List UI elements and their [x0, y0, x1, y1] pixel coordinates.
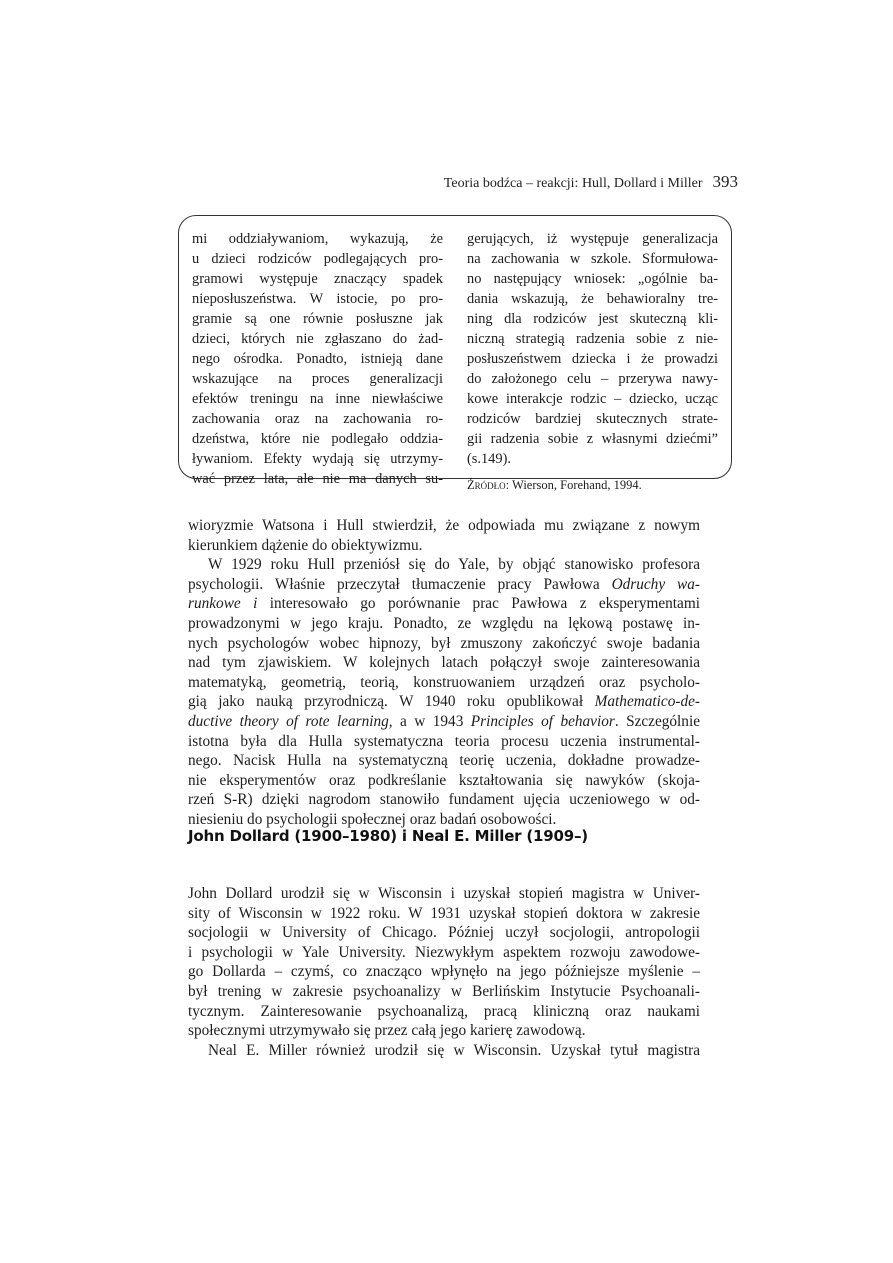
text-line — [188, 692, 700, 712]
text-line: nych psychologów wobec hipnozy, był zmuszony zakończyć swoje badania — [188, 634, 700, 652]
text-line: John Dollard urodził się w Wisconsin i uzyskał stopień magistra w Univer- — [188, 885, 700, 902]
text-line: sity of Wisconsin w 1922 roku. W 1931 uzyskał stopień doktora w zakresie — [188, 904, 700, 922]
text-line: socjologii w University of Chicago. Później uczył socjologii, antropologii — [188, 924, 700, 942]
text-line: Neal E. Miller również urodził się w Wisconsin. Uzyskał tytuł magistra — [208, 1041, 700, 1059]
box-line: no następujący wniosek: „ogólnie ba- — [467, 271, 718, 287]
box-line: mi oddziaływaniom, wykazują, że — [192, 231, 443, 247]
box-line: gerujących, iż występuje generalizacja — [467, 231, 718, 247]
book-title: runkowe i — [188, 595, 258, 613]
box-line: zachowania oraz na zachowania ro- — [192, 411, 443, 427]
box-line: ning dla rodziców jest skuteczną kli- — [467, 311, 718, 327]
text-line: niesieniu do psychologii społecznej oraz badań osobowości. — [188, 810, 557, 828]
box-line: kowe interakcje rodzic – dziecko, ucząc — [467, 391, 718, 407]
book-title: Principles of behavior — [470, 712, 615, 730]
box-line: dzeństwa, które nie podlegało oddzia- — [192, 431, 443, 447]
text-line: tycznym. Zainteresowanie psychoanalizą, pracą kliniczną oraz naukami — [188, 1002, 700, 1020]
text-line: i psychologii w Yale University. Niezwykłym aspektem rozwoju zawodowe- — [188, 943, 700, 961]
book-title: ductive theory of rote learning — [188, 712, 389, 730]
section-heading: John Dollard (1900–1980) i Neal E. Miller (1909–) — [188, 827, 588, 845]
box-line: wać przez lata, ale nie ma danych su- — [192, 471, 443, 487]
box-line: gii radzenia sobie z własnymi dziećmi” — [467, 431, 718, 447]
box-right-column — [467, 229, 718, 495]
running-title: Teoria bodźca – reakcji: Hull, Dollard i Miller — [443, 176, 703, 191]
text-run: psychologii. Właśnie przeczytał tłumaczenie pracy Pawłowa — [188, 575, 612, 593]
text-line: wioryzmie Watsona i Hull stwierdził, że odpowiada mu związane z nowym — [188, 517, 700, 534]
box-line: niczną strategią radzenia sobie z nie- — [467, 331, 718, 347]
text-line — [188, 575, 700, 595]
box-line: dania wskazują, że behawioralny tre- — [467, 291, 718, 307]
text-run: . Szczególnie — [614, 712, 700, 730]
box-line: u dzieci rodziców podlegających pro- — [192, 251, 443, 267]
box-line: gramie są one równie posłuszne jak — [192, 311, 443, 327]
text-run: interesowało go porównanie prac Pawłowa z eksperymentami — [257, 595, 700, 613]
box-line: nego ośrodka. Ponadto, istnieją dane — [192, 351, 443, 367]
book-title: Mathematico-de- — [594, 693, 700, 711]
box-line: rodziców bardziej skutecznych strate- — [467, 411, 718, 427]
box-line: do założonego celu – przerywa nawy- — [467, 371, 718, 387]
text-line — [188, 594, 700, 614]
text-line: nie eksperymentów oraz podkreślanie kształtowania się nawyków (skoja- — [188, 771, 700, 789]
text-line — [188, 712, 700, 732]
source-text: Wierson, Forehand, 1994. — [512, 478, 642, 492]
text-line: istotna była dla Hulla systematyczna teoria procesu uczenia instrumental- — [188, 732, 700, 750]
box-line: ływaniom. Efekty wydają się utrzymy- — [192, 451, 443, 467]
box-line: efektów treningu na inne niewłaściwe — [192, 391, 443, 407]
box-line: gramowi występuje znaczący spadek — [192, 271, 443, 287]
book-title: Odruchy wa- — [611, 575, 701, 593]
box-line: nieposłuszeństwa. W istocie, po pro- — [192, 291, 443, 307]
text-line: prowadzonymi w jego kraju. Ponadto, ze względu na lękową postawę in- — [188, 614, 700, 632]
page-number: 393 — [712, 172, 738, 191]
box-line: wskazujące na proces generalizacji — [192, 371, 443, 387]
source-label: Źródło: — [467, 478, 510, 492]
box-line: dzieci, których nie zgłaszano do żad- — [192, 331, 443, 347]
text-run: , a w 1943 — [388, 712, 471, 730]
body-text — [188, 516, 700, 830]
text-line: go Dollarda – czymś, co znacząco wpłynęło na jego późniejsze myślenie – — [188, 963, 700, 981]
text-line: był trening w zakresie psychoanalizy w Berlińskim Instytucie Psychoanali- — [188, 982, 700, 1000]
running-header — [420, 172, 738, 194]
box-line: na zachowania w szkole. Sformułowa- — [467, 251, 718, 267]
text-line: nego. Nacisk Hulla na systematyczną teorię uczenia, dokładne prowadze- — [188, 752, 700, 770]
body-text-section — [188, 884, 700, 1060]
box-line: posłuszeństwem dziecka i że prowadzi — [467, 351, 718, 367]
box-line: (s.149). — [467, 451, 511, 467]
text-line: W 1929 roku Hull przeniósł się do Yale, by objąć stanowisko profesora — [208, 556, 700, 574]
box-source — [467, 475, 718, 495]
text-line: społecznymi utrzymywało się przez całą jego karierę zawodową. — [188, 1022, 586, 1040]
text-line: rzeń S-R) dzięki nagrodom stanowiło fundament ujęcia uczeniowego w od- — [188, 791, 700, 809]
text-line: kierunkiem dążenie do obiektywizmu. — [188, 536, 423, 554]
text-line: nad tym zjawiskiem. W kolejnych latach połączył swoje zainteresowania — [188, 654, 700, 672]
text-line: matematyką, geometrią, teorią, konstruowaniem urządzeń oraz psycholo- — [188, 673, 700, 691]
text-run: gią jako nauką przyrodniczą. W 1940 roku opublikował — [188, 693, 595, 711]
box-left-column — [192, 229, 443, 489]
